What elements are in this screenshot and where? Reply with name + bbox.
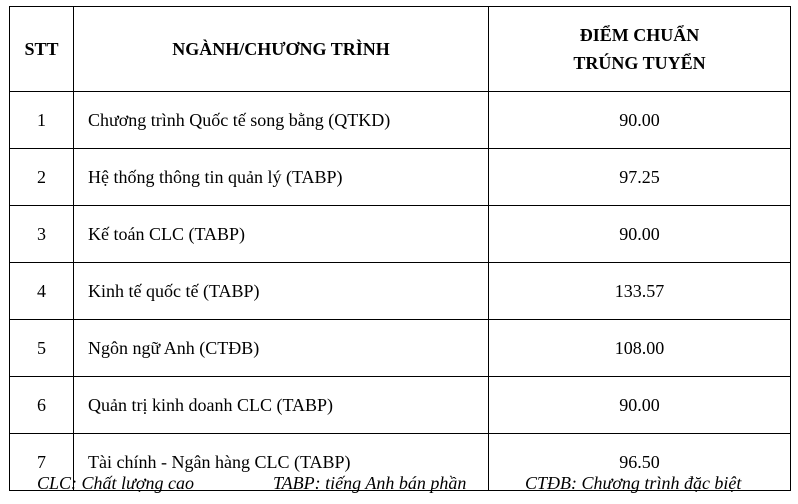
row-program: Kế toán CLC (TABP) [74, 206, 489, 263]
table-row [10, 206, 791, 263]
table-row [10, 149, 791, 206]
row-stt: 6 [10, 377, 74, 434]
table-row [10, 320, 791, 377]
row-program: Kinh tế quốc tế (TABP) [74, 263, 489, 320]
row-program: Tài chính - Ngân hàng CLC (TABP) [74, 434, 489, 491]
row-score: 133.57 [489, 263, 791, 320]
admission-scores-table [9, 6, 791, 491]
row-score: 90.00 [489, 377, 791, 434]
row-score: 96.50 [489, 434, 791, 491]
row-score: 90.00 [489, 206, 791, 263]
row-stt: 3 [10, 206, 74, 263]
row-score: 90.00 [489, 92, 791, 149]
header-score-line1: ĐIỂM CHUẨN [579, 25, 700, 45]
row-score: 97.25 [489, 149, 791, 206]
table-row [10, 263, 791, 320]
header-program: NGÀNH/CHƯƠNG TRÌNH [74, 7, 489, 92]
row-program: Chương trình Quốc tế song bằng (QTKD) [74, 92, 489, 149]
row-stt: 7 [10, 434, 74, 491]
row-program: Quản trị kinh doanh CLC (TABP) [74, 377, 489, 434]
table-row [10, 92, 791, 149]
table-header-row [10, 7, 791, 92]
row-stt: 1 [10, 92, 74, 149]
footnote-clc: CLC: Chất lượng cao [37, 473, 194, 493]
header-stt: STT [10, 7, 74, 92]
header-score-line2: TRÚNG TUYỂN [573, 53, 706, 73]
row-stt: 5 [10, 320, 74, 377]
footnotes [37, 473, 787, 501]
table-row [10, 377, 791, 434]
row-stt: 4 [10, 263, 74, 320]
header-score [489, 7, 791, 92]
row-program: Hệ thống thông tin quản lý (TABP) [74, 149, 489, 206]
footnote-tabp: TABP: tiếng Anh bán phần [273, 473, 467, 493]
row-score: 108.00 [489, 320, 791, 377]
footnote-ctdb: CTĐB: Chương trình đặc biệt [525, 473, 742, 493]
row-program: Ngôn ngữ Anh (CTĐB) [74, 320, 489, 377]
row-stt: 2 [10, 149, 74, 206]
